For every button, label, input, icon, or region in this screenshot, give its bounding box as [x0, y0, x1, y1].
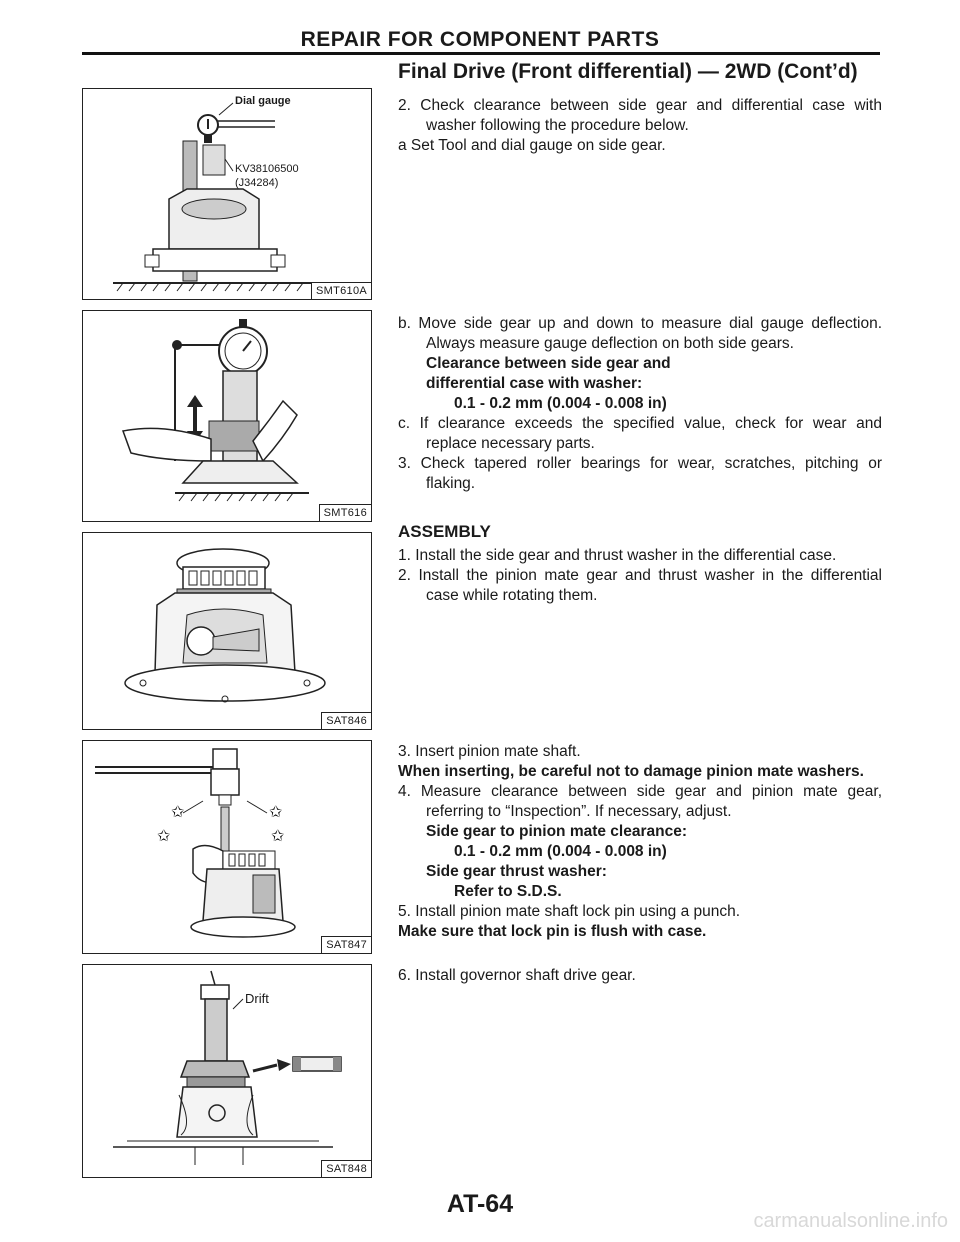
step-a-set-tool: a Set Tool and dial gauge on side gear. [398, 137, 666, 154]
figure-smt610a [82, 88, 372, 300]
figure-sat847 [82, 740, 372, 954]
figure-code: SAT847 [321, 936, 371, 953]
step-2-check-clearance: 2. Check clearance between side gear and differential case with washer following the procedure below. [398, 97, 882, 134]
label-drift: Drift [245, 991, 269, 1006]
figure-code: SMT616 [319, 504, 371, 521]
spec-label-line-2: differential case with washer: [426, 375, 643, 392]
spec-side-gear-clearance-value: 0.1 - 0.2 mm (0.004 - 0.008 in) [454, 843, 667, 860]
figure-code: SAT848 [321, 1160, 371, 1177]
spec-thrust-washer-label: Side gear thrust washer: [426, 863, 607, 880]
figure-code: SMT610A [311, 282, 371, 299]
step-b-measure: b. Move side gear up and down to measure dial gauge deflection. Always measure gauge deflection on both side gears. [398, 315, 882, 352]
label-dial-gauge: Dial gauge [235, 95, 291, 107]
dial-gauge-setup-illustration [83, 89, 371, 299]
header-rule [82, 52, 880, 55]
spec-label-line-1: Clearance between side gear and [426, 355, 671, 372]
text-block-measure-deflection [398, 314, 882, 494]
step-c-replace: c. If clearance exceeds the specified value, check for wear and replace necessary parts. [398, 415, 882, 452]
figure-sat848 [82, 964, 372, 1178]
differential-case-illustration [83, 533, 371, 729]
spec-side-gear-clearance-label: Side gear to pinion mate clearance: [426, 823, 687, 840]
text-block-assembly [398, 522, 882, 606]
page-header: REPAIR FOR COMPONENT PARTS [300, 28, 660, 51]
step-3-check-bearings: 3. Check tapered roller bearings for wear, scratches, pitching or flaking. [398, 455, 882, 492]
warning-washers: When inserting, be careful not to damage pinion mate washers. [398, 763, 864, 780]
step-3-insert-shaft: 3. Insert pinion mate shaft. [398, 743, 581, 760]
step-5-install-lock-pin: 5. Install pinion mate shaft lock pin using a punch. [398, 903, 741, 920]
spec-value: 0.1 - 0.2 mm (0.004 - 0.008 in) [454, 395, 667, 412]
text-block-governor-gear [398, 966, 882, 986]
label-tool-alt-number: (J34284) [235, 177, 279, 189]
figure-code: SAT846 [321, 712, 371, 729]
deflection-measurement-illustration [83, 311, 371, 521]
assembly-heading: ASSEMBLY [398, 522, 491, 541]
page-number: AT-64 [446, 1190, 514, 1218]
section-title: Final Drive (Front differential) — 2WD (Cont’d) [398, 60, 858, 83]
label-tool-number: KV38106500 [235, 163, 299, 175]
step-6-install-drive-gear: 6. Install governor shaft drive gear. [398, 967, 636, 984]
spec-thrust-washer-value: Refer to S.D.S. [454, 883, 562, 900]
svg-text:✩: ✩ [269, 802, 283, 821]
assembly-step-1: 1. Install the side gear and thrust washer in the differential case. [398, 547, 837, 564]
svg-text:✩: ✩ [157, 826, 171, 845]
text-block-pinion-shaft [398, 742, 882, 942]
text-block-check-clearance [398, 96, 882, 156]
figure-smt616 [82, 310, 372, 522]
watermark: carmanualsonline.info [753, 1210, 948, 1232]
figure-sat846 [82, 532, 372, 730]
warning-lock-pin-flush: Make sure that lock pin is flush with case. [398, 923, 707, 940]
lock-pin-punch-illustration [83, 741, 371, 953]
drive-gear-install-illustration [83, 965, 371, 1177]
step-4-measure-clearance: 4. Measure clearance between side gear and pinion mate gear, referring to “Inspection”. If necessary, adjust. [398, 783, 882, 820]
svg-text:✩: ✩ [171, 802, 185, 821]
assembly-step-2: 2. Install the pinion mate gear and thrust washer in the differential case while rotating them. [398, 567, 882, 604]
svg-text:✩: ✩ [271, 826, 285, 845]
